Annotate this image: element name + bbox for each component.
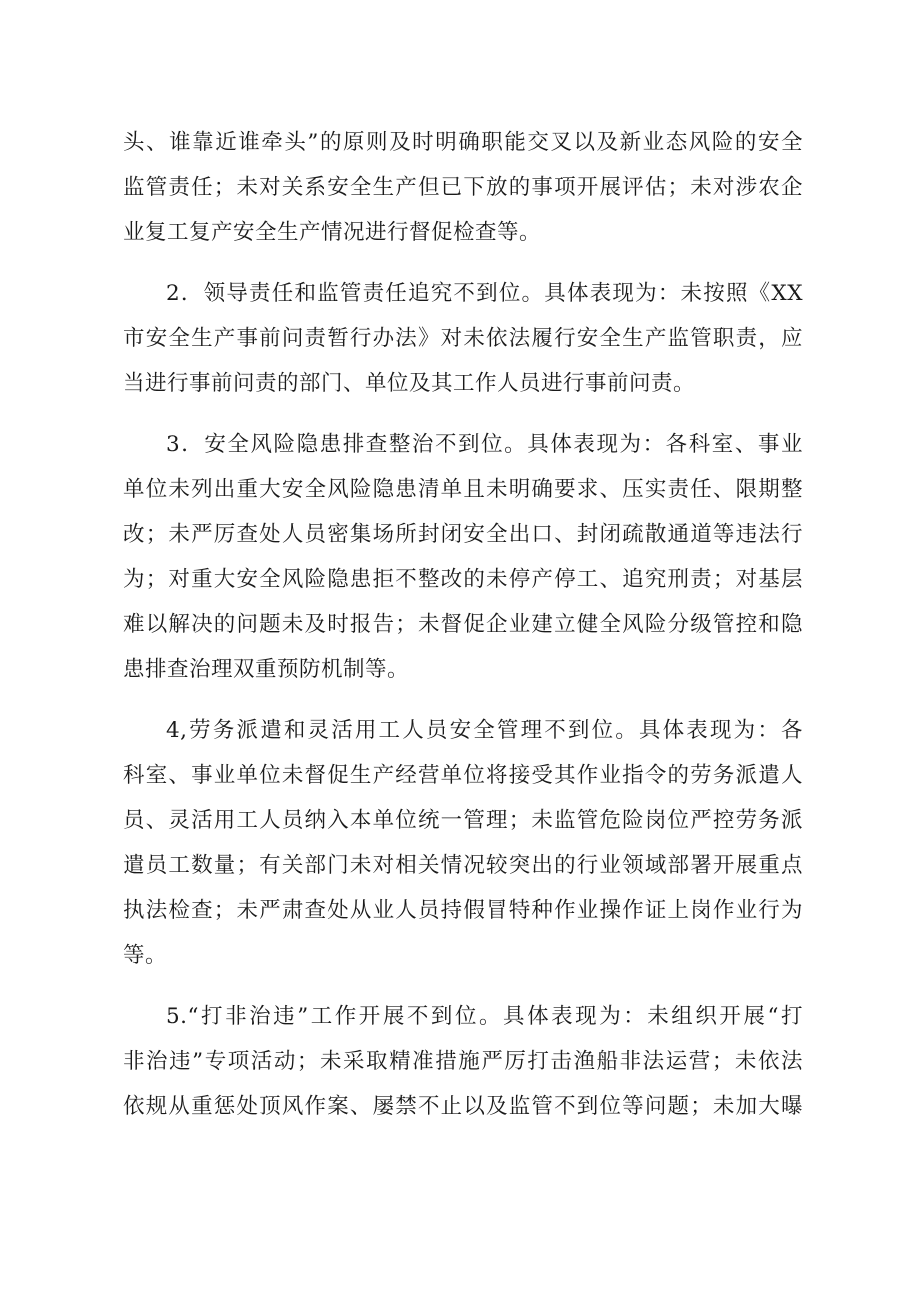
text-line: 非治违”专项活动；未采取精准措施严厉打击渔船非法运营；未依法 <box>123 1049 803 1074</box>
text-line: 患排查治理双重预防机制等。 <box>123 657 410 682</box>
text-line: 执法检查；未严肃查处从业人员持假冒特种作业操作证上岗作业行为 <box>123 898 803 923</box>
text-line: 业复工复产安全生产情况进行督促检查等。 <box>123 220 542 245</box>
text-line: 单位未列出重大安全风险隐患清单且未明确要求、压实责任、限期整 <box>123 477 803 502</box>
paragraph-3 <box>123 422 803 692</box>
paragraph-4 <box>123 708 803 978</box>
text-line: 3．安全风险隐患排查整治不到位。具体表现为：各科室、事业 <box>166 432 803 457</box>
text-line: 4,劳务派遣和灵活用工人员安全管理不到位。具体表现为：各 <box>166 718 803 743</box>
text-line: 监管责任；未对关系安全生产但已下放的事项开展评估；未对涉农企 <box>123 175 803 200</box>
text-line: 改；未严厉查处人员密集场所封闭安全出口、封闭疏散通道等违法行 <box>123 522 803 547</box>
paragraph-1 <box>123 120 803 255</box>
text-line: 2．领导责任和监管责任追究不到位。具体表现为：未按照《XX <box>166 281 803 306</box>
text-line: 难以解决的问题未及时报告；未督促企业建立健全风险分级管控和隐 <box>123 612 803 637</box>
text-line: 遣员工数量；有关部门未对相关情况较突出的行业领域部署开展重点 <box>123 853 803 878</box>
text-line: 科室、事业单位未督促生产经营单位将接受其作业指令的劳务派遣人 <box>123 763 803 788</box>
text-line: 当进行事前问责的部门、单位及其工作人员进行事前问责。 <box>123 371 696 396</box>
paragraph-5 <box>123 994 803 1129</box>
text-line: 依规从重惩处顶风作案、屡禁不止以及监管不到位等问题；未加大曝 <box>123 1094 803 1119</box>
text-line: 头、谁靠近谁牵头”的原则及时明确职能交叉以及新业态风险的安全 <box>123 130 803 155</box>
text-line: 5.“打非治违”工作开展不到位。具体表现为：未组织开展“打 <box>166 1004 803 1029</box>
text-line: 等。 <box>123 943 168 968</box>
document-body <box>123 120 803 1129</box>
text-line: 员、灵活用工人员纳入本单位统一管理；未监管危险岗位严控劳务派 <box>123 808 803 833</box>
paragraph-2 <box>123 271 803 406</box>
text-line: 为；对重大安全风险隐患拒不整改的未停产停工、追究刑责；对基层 <box>123 567 803 592</box>
text-line: 市安全生产事前问责暂行办法》对未依法履行安全生产监管职责，应 <box>123 326 803 351</box>
